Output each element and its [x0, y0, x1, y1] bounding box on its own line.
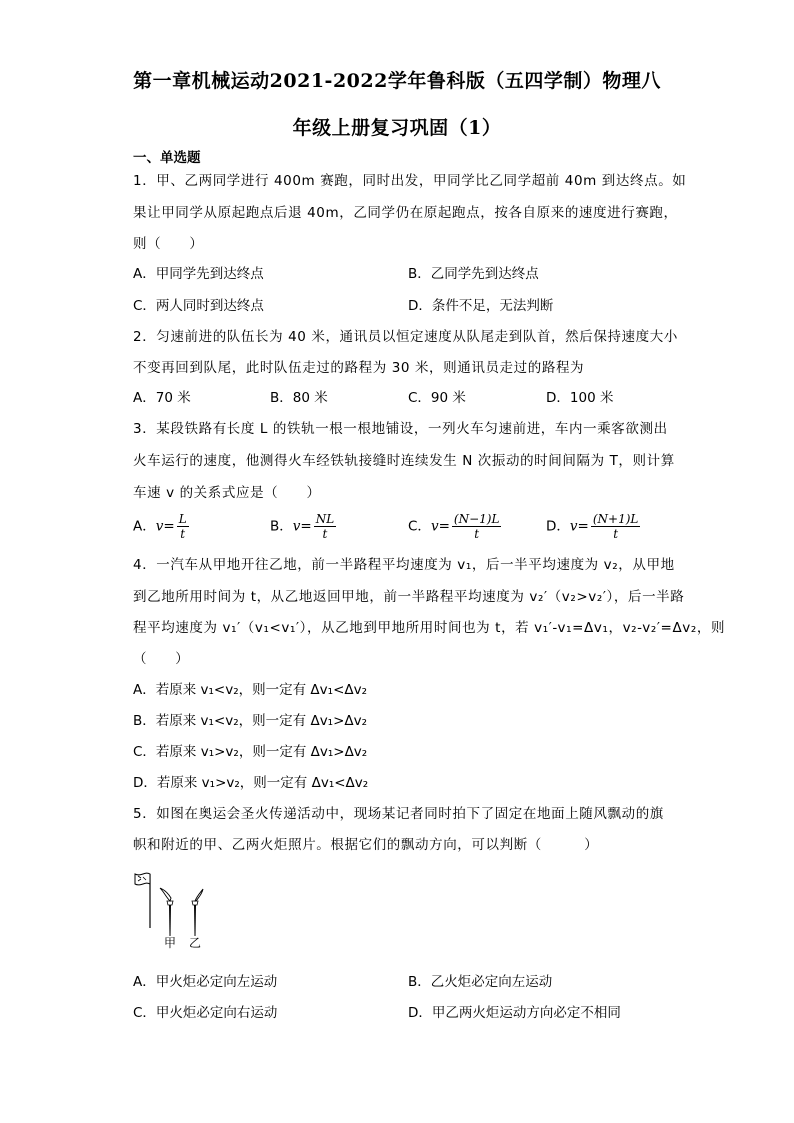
question-3-option-c[interactable]	[408, 512, 501, 541]
fraction-denominator: t	[474, 527, 480, 541]
question-4-line-2: 到乙地所用时间为 t，从乙地返回甲地，前一半路程平均速度为 v₂′（v₂>v₂′），后一半路	[133, 589, 685, 605]
question-5-line-1: 5．如图在奥运会圣火传递活动中，现场某记者同时拍下了固定在地面上随风飘动的旗	[133, 806, 664, 822]
fraction-denominator: t	[180, 527, 186, 541]
question-3-option-b[interactable]	[270, 512, 336, 541]
flag-icon	[135, 873, 150, 885]
question-1-option-a[interactable]: A．甲同学先到达终点	[133, 266, 264, 282]
fraction-numerator: NL	[315, 512, 335, 526]
question-2-option-b[interactable]: B．80 米	[270, 390, 328, 406]
figure-label-b: 乙	[189, 936, 202, 950]
question-5-option-d[interactable]: D．甲乙两火炬运动方向必定不相同	[408, 1005, 621, 1021]
torch-a-icon	[169, 904, 171, 936]
question-2-line-1: 2．匀速前进的队伍长为 40 米，通讯员以恒定速度从队尾走到队首，然后保持速度大小	[133, 329, 678, 345]
question-5-line-2: 帜和附近的甲、乙两火炬照片。根据它们的飘动方向，可以判断（ ）	[133, 837, 599, 853]
fraction-denominator: t	[613, 527, 619, 541]
question-4-line-1: 4．一汽车从甲地开往乙地，前一半路程平均速度为 v₁，后一半平均速度为 v₂，从甲地	[133, 557, 675, 573]
page-title-line-2: 年级上册复习巩固（1）	[292, 117, 502, 139]
fraction	[591, 512, 641, 541]
option-d-label: D．	[546, 518, 570, 535]
question-4-line-3: 程平均速度为 v₁′（v₁<v₁′），从乙地到甲地所用时间也为 t，若 v₁′-v₁=Δv₁，v₂-v₂′=Δv₂，则	[133, 620, 726, 636]
question-3-line-2: 火车运行的速度，他测得火车经铁轨接缝时连续发生 N 次振动的时间间隔为 T，则计算	[133, 453, 675, 469]
question-4-option-b[interactable]: B．若原来 v₁<v₂，则一定有 Δv₁>Δv₂	[133, 713, 368, 729]
question-4-option-d[interactable]: D．若原来 v₁>v₂，则一定有 Δv₁<Δv₂	[133, 775, 369, 791]
question-1-line-3: 则（ ）	[133, 236, 204, 252]
question-4-option-a[interactable]: A．若原来 v₁<v₂，则一定有 Δv₁<Δv₂	[133, 682, 368, 698]
option-b-label: B．	[270, 518, 293, 535]
flame-a-icon	[160, 888, 171, 901]
question-5-option-a[interactable]: A．甲火炬必定向左运动	[133, 974, 278, 990]
question-1-line-1: 1．甲、乙两同学进行 400m 赛跑，同时出发，甲同学比乙同学超前 40m 到达终点。如	[133, 173, 687, 189]
fraction-denominator: t	[322, 527, 328, 541]
flame-b-icon	[195, 889, 203, 901]
formula-lhs: v=	[292, 518, 312, 535]
option-a-label: A．	[133, 518, 156, 535]
question-3-option-d[interactable]	[546, 512, 640, 541]
question-1-option-b[interactable]: B．乙同学先到达终点	[408, 266, 539, 282]
option-c-label: C．	[408, 518, 431, 535]
question-3-line-3: 车速 v 的关系式应是（ ）	[133, 485, 321, 501]
page-title-line-1: 第一章机械运动2021-2022学年鲁科版（五四学制）物理八	[133, 70, 661, 92]
question-2-option-a[interactable]: A．70 米	[133, 390, 191, 406]
fraction	[177, 512, 189, 541]
flag-and-torches-figure	[133, 868, 213, 952]
question-5-option-c[interactable]: C．甲火炬必定向右运动	[133, 1005, 278, 1021]
section-heading: 一、单选题	[133, 150, 201, 166]
formula-lhs: v=	[569, 518, 589, 535]
fraction-numerator: L	[178, 512, 187, 526]
question-5-option-b[interactable]: B．乙火炬必定向左运动	[408, 974, 553, 990]
question-2-option-c[interactable]: C．90 米	[408, 390, 466, 406]
question-1-option-c[interactable]: C．两人同时到达终点	[133, 298, 264, 314]
question-2-line-2: 不变再回到队尾，此时队伍走过的路程为 30 米，则通讯员走过的路程为	[133, 360, 585, 376]
question-3-line-1: 3．某段铁路有长度 L 的铁轨一根一根地铺设，一列火车匀速前进，车内一乘客欲测出	[133, 421, 668, 437]
formula-lhs: v=	[430, 518, 450, 535]
fraction	[452, 512, 502, 541]
question-4-option-c[interactable]: C．若原来 v₁>v₂，则一定有 Δv₁>Δv₂	[133, 744, 368, 760]
fraction-numerator: (N−1)L	[453, 512, 500, 526]
figure-label-a: 甲	[164, 936, 177, 950]
fraction-numerator: (N+1)L	[592, 512, 639, 526]
question-2-option-d[interactable]: D．100 米	[546, 390, 614, 406]
formula-lhs: v=	[155, 518, 175, 535]
question-1-line-2: 果让甲同学从原起跑点后退 40m，乙同学仍在原起跑点，按各自原来的速度进行赛跑，	[133, 205, 678, 221]
torch-b-icon	[194, 904, 196, 936]
question-1-option-d[interactable]: D．条件不足，无法判断	[408, 298, 554, 314]
question-3-option-a[interactable]	[133, 512, 189, 541]
fraction	[314, 512, 336, 541]
question-4-line-4: （ ）	[133, 651, 190, 667]
